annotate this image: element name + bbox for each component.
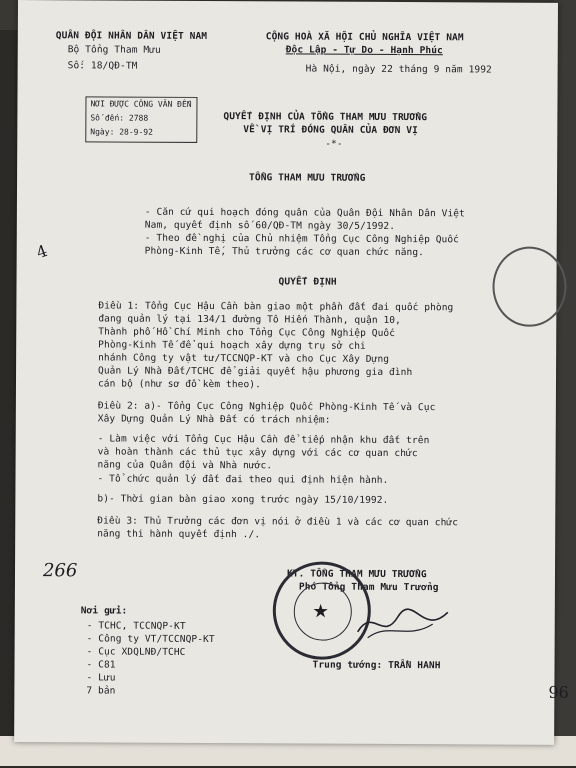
preamble-line: Phòng-Kinh Tế, Thủ trưởng các cơ quan chức năng. (144, 245, 425, 259)
article-line: cán bộ (như sơ đồ kèm theo). (97, 378, 261, 391)
recipient-item: - TCHC, TCCNQP-KT (86, 620, 186, 632)
article-line: Phòng-Kinh Tế để qui hoạch xây dựng trụ sở chi (98, 339, 366, 352)
article-line: b)- Thời gian bàn giao xong trước ngày 15/10/1992. (97, 493, 389, 506)
article-line: - Tổ chức quản lý đất đai theo qui định hiện hành. (97, 473, 389, 486)
org-name: QUÂN ĐỘI NHÂN DÂN VIỆT NAM (55, 30, 208, 42)
receipt-stamp-header: NƠI ĐƯỢC CÔNG VĂN ĐẾN (90, 99, 192, 109)
signature-title: KT. TỔNG THAM MƯU TRƯỞNG (286, 568, 427, 581)
signer-name: Trung tướng: TRẦN HANH (312, 659, 441, 672)
recipients-heading: Nơi gửi: (80, 605, 128, 617)
article-line: Xây Dựng Quản Lý Nhà Đất có trách nhiệm: (97, 413, 331, 426)
title-line-2: VỀ VỊ TRÍ ĐÓNG QUÂN CỦA ĐƠN VỊ (243, 124, 418, 137)
signature-scribble (353, 602, 453, 647)
seal-inner-ring (294, 582, 352, 640)
preamble-line: - Căn cứ qui hoạch đóng quân của Quân Đội Nhân Dân Việt (144, 206, 465, 220)
title-separator: -*- (325, 138, 343, 150)
recipient-item: - Lưu (86, 672, 116, 684)
receipt-stamp-number: Số đến: 2788 (90, 113, 149, 123)
recipient-item: - Cục XDQLNĐ/TCHC (86, 646, 186, 658)
title-line-1: QUYẾT ĐỊNH CỦA TỔNG THAM MƯU TRƯỞNG (223, 111, 428, 124)
recipient-item: 7 bản (86, 685, 116, 697)
article-line: nhánh Công ty vật tư/TCCNQP-KT và cho Cục Xây Dựng (98, 352, 390, 365)
article-line: Điều 2: a)- Tổng Cục Công Nghiệp Quốc Phòng-Kinh Tế và Cục (97, 400, 436, 414)
preamble-line: Nam, quyết định số 60/QĐ-TM ngày 30/5/1992. (144, 219, 396, 232)
receipt-stamp-date: Ngày: 28-9-92 (90, 127, 153, 137)
side-seal (492, 246, 566, 326)
article-line: Điều 1: Tổng Cục Hậu Cần bàn giao một phần đất đai quốc phòng (98, 300, 454, 314)
handwritten-side-note: 4 (33, 240, 50, 263)
receipt-stamp (85, 96, 197, 143)
recipient-item: - Công ty VT/TCCNQP-KT (86, 633, 215, 646)
document-date: Hà Nội, ngày 22 tháng 9 năm 1992 (305, 63, 492, 76)
handwritten-corner-note: 96 (548, 682, 569, 702)
star-icon: ★ (312, 594, 329, 625)
article-line: đang quản lý tại 134/1 đường Tô Hiến Thành, quận 10, (98, 313, 401, 327)
document-page (14, 0, 569, 745)
article-line: Thành phố Hồ Chí Minh cho Tổng Cục Công Nghiệp Quốc (98, 326, 396, 339)
preamble-line: - Theo đề nghị của Chủ nhiệm Tổng Cục Công Nghiệp Quốc (144, 232, 460, 246)
issuer-heading: TỔNG THAM MƯU TRƯỞNG (249, 172, 366, 184)
org-department: Bộ Tổng Tham Mưu (67, 44, 161, 56)
recipient-item: - C81 (86, 659, 116, 671)
article-line: năng thi hành quyết định ./. (97, 528, 261, 541)
article-line: và hoàn thành các thủ tục xây dựng với các cơ quan chức (97, 446, 418, 460)
motto: Độc Lập - Tự Do - Hạnh Phúc (285, 44, 443, 57)
article-line: năng của Quân đội và Nhà nước. (97, 459, 273, 472)
handwritten-margin-number: 266 (42, 560, 78, 582)
article-line: Điều 3: Thủ Trưởng các đơn vị nói ở điều 1 và các cơ quan chức (97, 515, 459, 529)
article-line: - Làm việc với Tổng Cục Hậu Cần để tiếp nhận khu đất trên (97, 433, 430, 447)
article-line: Quản Lý Nhà Đất/TCHC để giải quyết hậu phương gia đình (98, 365, 413, 379)
signature-role: Phó Tổng Tham Mưu Trưởng (298, 581, 439, 594)
decision-heading: QUYẾT ĐỊNH (278, 276, 337, 288)
document-number: Số: 18/QĐ-TM (67, 60, 138, 72)
country-name: CỘNG HOÀ XÃ HỘI CHỦ NGHĨA VIỆT NAM (265, 31, 464, 44)
